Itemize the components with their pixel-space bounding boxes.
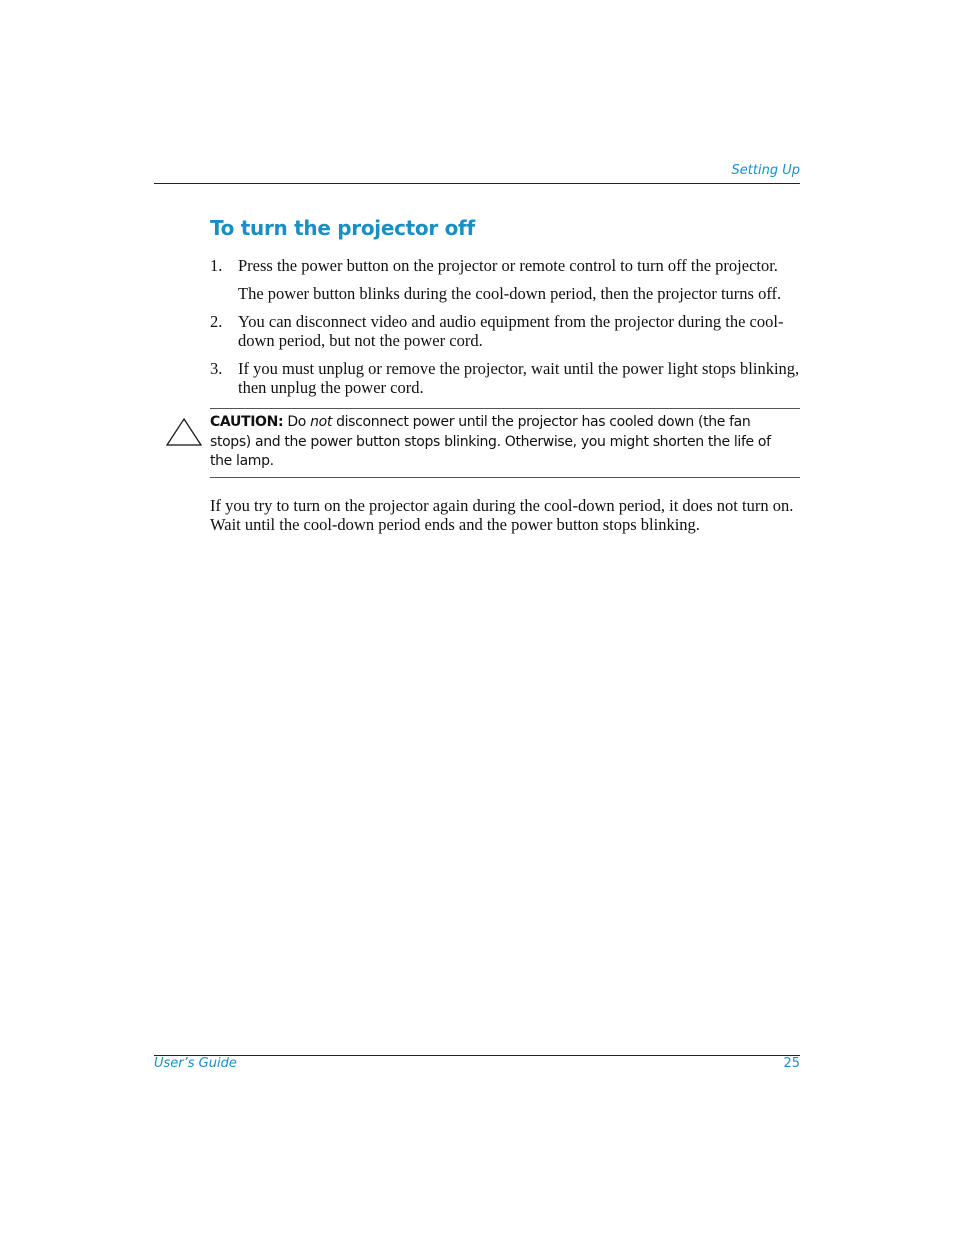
running-header: Setting Up — [731, 163, 800, 178]
step-number: 3. — [210, 359, 223, 378]
step-item — [210, 256, 810, 303]
caution-rule-top — [210, 408, 800, 409]
caution-text-before: Do — [287, 414, 306, 430]
footer-guide-title: User’s Guide — [154, 1056, 237, 1071]
caution-note — [210, 413, 772, 472]
step-number: 1. — [210, 256, 223, 275]
header-rule — [154, 183, 800, 184]
caution-emphasis: not — [310, 414, 332, 430]
warning-triangle-icon — [166, 418, 202, 446]
step-text: Press the power button on the projector or remote control to turn off the projector. — [238, 256, 778, 275]
footer-rule — [154, 1055, 800, 1056]
steps-list — [210, 256, 810, 397]
caution-label: CAUTION: — [210, 414, 284, 430]
section-title: To turn the projector off — [210, 216, 475, 240]
step-text: You can disconnect video and audio equipment from the projector during the cool-down period, but not the power cord. — [238, 312, 784, 350]
caution-text-after: disconnect power until the projector has cooled down (the fan stops) and the power button stops blinking. Otherwise, you might shorten the life of the lamp. — [210, 414, 771, 469]
step-text: If you must unplug or remove the projector, wait until the power light stops blinking, then unplug the power cord. — [238, 359, 800, 397]
step-item — [210, 359, 810, 397]
step-note: The power button blinks during the cool-down period, then the projector turns off. — [238, 284, 782, 303]
caution-rule-bottom — [210, 477, 800, 478]
closing-paragraph: If you try to turn on the projector again during the cool-down period, it does not turn on. Wait until the cool-down period ends and the power button stops blinking. — [210, 496, 794, 534]
step-number: 2. — [210, 312, 223, 331]
page-number: 25 — [783, 1056, 800, 1071]
step-item — [210, 312, 810, 350]
